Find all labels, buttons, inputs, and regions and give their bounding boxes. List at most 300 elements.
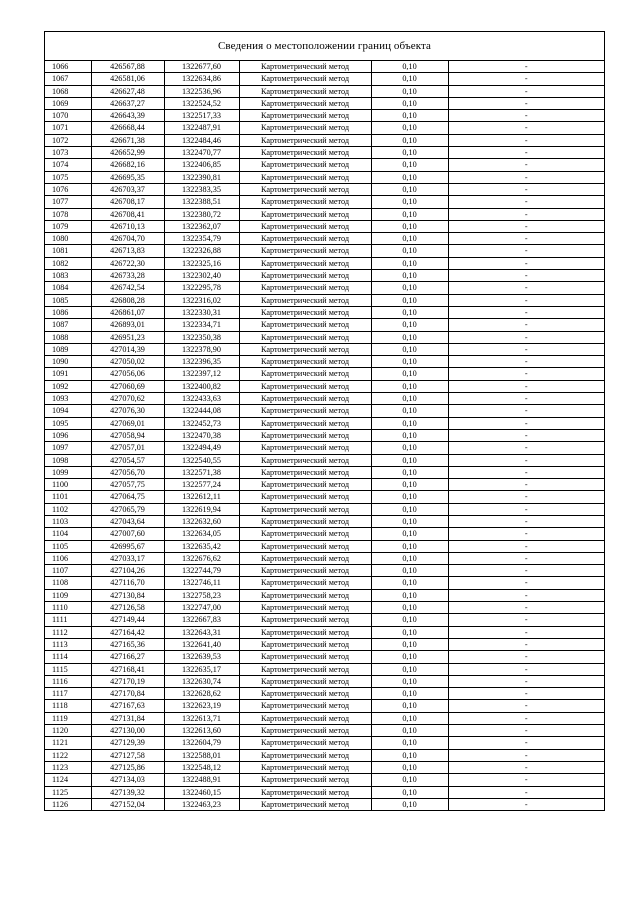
y-coordinate-cell: 1322667,83 bbox=[164, 614, 239, 626]
description-cell: - bbox=[448, 61, 604, 73]
x-coordinate-cell: 427167,63 bbox=[91, 700, 164, 712]
accuracy-cell: 0,10 bbox=[371, 565, 448, 577]
accuracy-cell: 0,10 bbox=[371, 393, 448, 405]
method-cell: Картометрический метод bbox=[239, 306, 371, 318]
description-cell: - bbox=[448, 97, 604, 109]
accuracy-cell: 0,10 bbox=[371, 614, 448, 626]
x-coordinate-cell: 426708,41 bbox=[91, 208, 164, 220]
description-cell: - bbox=[448, 282, 604, 294]
y-coordinate-cell: 1322758,23 bbox=[164, 589, 239, 601]
accuracy-cell: 0,10 bbox=[371, 688, 448, 700]
table-row bbox=[45, 540, 604, 552]
accuracy-cell: 0,10 bbox=[371, 442, 448, 454]
method-cell: Картометрический метод bbox=[239, 61, 371, 73]
method-cell: Картометрический метод bbox=[239, 602, 371, 614]
description-cell: - bbox=[448, 171, 604, 183]
accuracy-cell: 0,10 bbox=[371, 737, 448, 749]
point-number-cell: 1081 bbox=[45, 245, 91, 257]
x-coordinate-cell: 427076,30 bbox=[91, 405, 164, 417]
y-coordinate-cell: 1322613,71 bbox=[164, 712, 239, 724]
table-row bbox=[45, 761, 604, 773]
method-cell: Картометрический метод bbox=[239, 479, 371, 491]
y-coordinate-cell: 1322383,35 bbox=[164, 183, 239, 195]
point-number-cell: 1126 bbox=[45, 798, 91, 810]
y-coordinate-cell: 1322326,88 bbox=[164, 245, 239, 257]
accuracy-cell: 0,10 bbox=[371, 454, 448, 466]
description-cell: - bbox=[448, 294, 604, 306]
method-cell: Картометрический метод bbox=[239, 147, 371, 159]
point-number-cell: 1092 bbox=[45, 380, 91, 392]
accuracy-cell: 0,10 bbox=[371, 515, 448, 527]
y-coordinate-cell: 1322452,73 bbox=[164, 417, 239, 429]
table-row bbox=[45, 294, 604, 306]
point-number-cell: 1086 bbox=[45, 306, 91, 318]
table-row bbox=[45, 454, 604, 466]
point-number-cell: 1116 bbox=[45, 675, 91, 687]
y-coordinate-cell: 1322577,24 bbox=[164, 479, 239, 491]
point-number-cell: 1097 bbox=[45, 442, 91, 454]
description-cell: - bbox=[448, 208, 604, 220]
accuracy-cell: 0,10 bbox=[371, 61, 448, 73]
table-row bbox=[45, 786, 604, 798]
point-number-cell: 1107 bbox=[45, 565, 91, 577]
table-row bbox=[45, 712, 604, 724]
table-row bbox=[45, 577, 604, 589]
method-cell: Картометрический метод bbox=[239, 97, 371, 109]
point-number-cell: 1105 bbox=[45, 540, 91, 552]
table-row bbox=[45, 356, 604, 368]
y-coordinate-cell: 1322463,23 bbox=[164, 798, 239, 810]
point-number-cell: 1079 bbox=[45, 220, 91, 232]
description-cell: - bbox=[448, 786, 604, 798]
accuracy-cell: 0,10 bbox=[371, 282, 448, 294]
method-cell: Картометрический метод bbox=[239, 503, 371, 515]
description-cell: - bbox=[448, 306, 604, 318]
y-coordinate-cell: 1322330,31 bbox=[164, 306, 239, 318]
method-cell: Картометрический метод bbox=[239, 245, 371, 257]
accuracy-cell: 0,10 bbox=[371, 368, 448, 380]
method-cell: Картометрический метод bbox=[239, 466, 371, 478]
table-row bbox=[45, 196, 604, 208]
coordinates-table-body bbox=[45, 61, 604, 810]
table-row bbox=[45, 220, 604, 232]
point-number-cell: 1106 bbox=[45, 552, 91, 564]
description-cell: - bbox=[448, 85, 604, 97]
x-coordinate-cell: 427043,64 bbox=[91, 515, 164, 527]
y-coordinate-cell: 1322623,19 bbox=[164, 700, 239, 712]
table-row bbox=[45, 798, 604, 810]
description-cell: - bbox=[448, 159, 604, 171]
table-row bbox=[45, 380, 604, 392]
point-number-cell: 1114 bbox=[45, 651, 91, 663]
y-coordinate-cell: 1322406,85 bbox=[164, 159, 239, 171]
y-coordinate-cell: 1322536,96 bbox=[164, 85, 239, 97]
x-coordinate-cell: 427060,69 bbox=[91, 380, 164, 392]
description-cell: - bbox=[448, 589, 604, 601]
accuracy-cell: 0,10 bbox=[371, 134, 448, 146]
point-number-cell: 1102 bbox=[45, 503, 91, 515]
table-row bbox=[45, 159, 604, 171]
x-coordinate-cell: 426581,06 bbox=[91, 73, 164, 85]
x-coordinate-cell: 427149,44 bbox=[91, 614, 164, 626]
point-number-cell: 1070 bbox=[45, 110, 91, 122]
y-coordinate-cell: 1322635,42 bbox=[164, 540, 239, 552]
x-coordinate-cell: 426861,07 bbox=[91, 306, 164, 318]
y-coordinate-cell: 1322613,60 bbox=[164, 725, 239, 737]
accuracy-cell: 0,10 bbox=[371, 110, 448, 122]
accuracy-cell: 0,10 bbox=[371, 749, 448, 761]
accuracy-cell: 0,10 bbox=[371, 663, 448, 675]
boundary-table-sheet bbox=[44, 31, 605, 811]
accuracy-cell: 0,10 bbox=[371, 602, 448, 614]
point-number-cell: 1119 bbox=[45, 712, 91, 724]
description-cell: - bbox=[448, 577, 604, 589]
x-coordinate-cell: 427166,27 bbox=[91, 651, 164, 663]
x-coordinate-cell: 427129,39 bbox=[91, 737, 164, 749]
table-row bbox=[45, 417, 604, 429]
point-number-cell: 1118 bbox=[45, 700, 91, 712]
x-coordinate-cell: 426703,37 bbox=[91, 183, 164, 195]
description-cell: - bbox=[448, 183, 604, 195]
accuracy-cell: 0,10 bbox=[371, 503, 448, 515]
point-number-cell: 1113 bbox=[45, 638, 91, 650]
table-row bbox=[45, 245, 604, 257]
y-coordinate-cell: 1322634,86 bbox=[164, 73, 239, 85]
table-row bbox=[45, 515, 604, 527]
point-number-cell: 1122 bbox=[45, 749, 91, 761]
y-coordinate-cell: 1322641,40 bbox=[164, 638, 239, 650]
accuracy-cell: 0,10 bbox=[371, 725, 448, 737]
description-cell: - bbox=[448, 712, 604, 724]
method-cell: Картометрический метод bbox=[239, 540, 371, 552]
accuracy-cell: 0,10 bbox=[371, 528, 448, 540]
point-number-cell: 1104 bbox=[45, 528, 91, 540]
description-cell: - bbox=[448, 700, 604, 712]
method-cell: Картометрический метод bbox=[239, 626, 371, 638]
table-row bbox=[45, 479, 604, 491]
accuracy-cell: 0,10 bbox=[371, 171, 448, 183]
point-number-cell: 1099 bbox=[45, 466, 91, 478]
method-cell: Картометрический метод bbox=[239, 577, 371, 589]
point-number-cell: 1115 bbox=[45, 663, 91, 675]
method-cell: Картометрический метод bbox=[239, 638, 371, 650]
description-cell: - bbox=[448, 466, 604, 478]
accuracy-cell: 0,10 bbox=[371, 319, 448, 331]
table-row bbox=[45, 306, 604, 318]
point-number-cell: 1095 bbox=[45, 417, 91, 429]
point-number-cell: 1080 bbox=[45, 233, 91, 245]
point-number-cell: 1108 bbox=[45, 577, 91, 589]
y-coordinate-cell: 1322612,11 bbox=[164, 491, 239, 503]
method-cell: Картометрический метод bbox=[239, 208, 371, 220]
y-coordinate-cell: 1322746,11 bbox=[164, 577, 239, 589]
x-coordinate-cell: 426951,23 bbox=[91, 331, 164, 343]
description-cell: - bbox=[448, 626, 604, 638]
x-coordinate-cell: 427104,26 bbox=[91, 565, 164, 577]
y-coordinate-cell: 1322571,38 bbox=[164, 466, 239, 478]
point-number-cell: 1125 bbox=[45, 786, 91, 798]
method-cell: Картометрический метод bbox=[239, 614, 371, 626]
y-coordinate-cell: 1322487,91 bbox=[164, 122, 239, 134]
description-cell: - bbox=[448, 761, 604, 773]
x-coordinate-cell: 427065,79 bbox=[91, 503, 164, 515]
table-row bbox=[45, 442, 604, 454]
x-coordinate-cell: 426627,48 bbox=[91, 85, 164, 97]
point-number-cell: 1077 bbox=[45, 196, 91, 208]
y-coordinate-cell: 1322396,35 bbox=[164, 356, 239, 368]
method-cell: Картометрический метод bbox=[239, 159, 371, 171]
x-coordinate-cell: 427058,94 bbox=[91, 429, 164, 441]
description-cell: - bbox=[448, 515, 604, 527]
x-coordinate-cell: 426710,13 bbox=[91, 220, 164, 232]
table-row bbox=[45, 528, 604, 540]
y-coordinate-cell: 1322488,91 bbox=[164, 774, 239, 786]
description-cell: - bbox=[448, 552, 604, 564]
x-coordinate-cell: 427126,58 bbox=[91, 602, 164, 614]
point-number-cell: 1093 bbox=[45, 393, 91, 405]
x-coordinate-cell: 427050,02 bbox=[91, 356, 164, 368]
point-number-cell: 1090 bbox=[45, 356, 91, 368]
description-cell: - bbox=[448, 110, 604, 122]
method-cell: Картометрический метод bbox=[239, 491, 371, 503]
x-coordinate-cell: 426704,70 bbox=[91, 233, 164, 245]
accuracy-cell: 0,10 bbox=[371, 380, 448, 392]
table-row bbox=[45, 602, 604, 614]
x-coordinate-cell: 426708,17 bbox=[91, 196, 164, 208]
x-coordinate-cell: 426808,28 bbox=[91, 294, 164, 306]
point-number-cell: 1096 bbox=[45, 429, 91, 441]
x-coordinate-cell: 427125,86 bbox=[91, 761, 164, 773]
method-cell: Картометрический метод bbox=[239, 319, 371, 331]
method-cell: Картометрический метод bbox=[239, 282, 371, 294]
x-coordinate-cell: 426733,28 bbox=[91, 270, 164, 282]
method-cell: Картометрический метод bbox=[239, 749, 371, 761]
accuracy-cell: 0,10 bbox=[371, 257, 448, 269]
point-number-cell: 1089 bbox=[45, 343, 91, 355]
y-coordinate-cell: 1322433,63 bbox=[164, 393, 239, 405]
accuracy-cell: 0,10 bbox=[371, 651, 448, 663]
x-coordinate-cell: 427152,04 bbox=[91, 798, 164, 810]
table-row bbox=[45, 257, 604, 269]
method-cell: Картометрический метод bbox=[239, 331, 371, 343]
accuracy-cell: 0,10 bbox=[371, 429, 448, 441]
accuracy-cell: 0,10 bbox=[371, 306, 448, 318]
description-cell: - bbox=[448, 675, 604, 687]
description-cell: - bbox=[448, 651, 604, 663]
point-number-cell: 1087 bbox=[45, 319, 91, 331]
x-coordinate-cell: 427069,01 bbox=[91, 417, 164, 429]
point-number-cell: 1068 bbox=[45, 85, 91, 97]
y-coordinate-cell: 1322628,62 bbox=[164, 688, 239, 700]
accuracy-cell: 0,10 bbox=[371, 159, 448, 171]
point-number-cell: 1101 bbox=[45, 491, 91, 503]
point-number-cell: 1073 bbox=[45, 147, 91, 159]
method-cell: Картометрический метод bbox=[239, 565, 371, 577]
y-coordinate-cell: 1322350,38 bbox=[164, 331, 239, 343]
table-row bbox=[45, 466, 604, 478]
accuracy-cell: 0,10 bbox=[371, 589, 448, 601]
method-cell: Картометрический метод bbox=[239, 183, 371, 195]
table-row bbox=[45, 393, 604, 405]
accuracy-cell: 0,10 bbox=[371, 73, 448, 85]
point-number-cell: 1110 bbox=[45, 602, 91, 614]
point-number-cell: 1109 bbox=[45, 589, 91, 601]
y-coordinate-cell: 1322747,00 bbox=[164, 602, 239, 614]
table-row bbox=[45, 638, 604, 650]
table-row bbox=[45, 134, 604, 146]
description-cell: - bbox=[448, 368, 604, 380]
point-number-cell: 1100 bbox=[45, 479, 91, 491]
point-number-cell: 1111 bbox=[45, 614, 91, 626]
x-coordinate-cell: 427130,84 bbox=[91, 589, 164, 601]
table-row bbox=[45, 183, 604, 195]
table-row bbox=[45, 282, 604, 294]
point-number-cell: 1123 bbox=[45, 761, 91, 773]
method-cell: Картометрический метод bbox=[239, 454, 371, 466]
y-coordinate-cell: 1322588,01 bbox=[164, 749, 239, 761]
y-coordinate-cell: 1322632,60 bbox=[164, 515, 239, 527]
table-row bbox=[45, 429, 604, 441]
y-coordinate-cell: 1322744,79 bbox=[164, 565, 239, 577]
method-cell: Картометрический метод bbox=[239, 405, 371, 417]
method-cell: Картометрический метод bbox=[239, 663, 371, 675]
point-number-cell: 1066 bbox=[45, 61, 91, 73]
x-coordinate-cell: 427056,06 bbox=[91, 368, 164, 380]
table-row bbox=[45, 73, 604, 85]
method-cell: Картометрический метод bbox=[239, 515, 371, 527]
method-cell: Картометрический метод bbox=[239, 171, 371, 183]
x-coordinate-cell: 427165,36 bbox=[91, 638, 164, 650]
table-row bbox=[45, 110, 604, 122]
accuracy-cell: 0,10 bbox=[371, 700, 448, 712]
description-cell: - bbox=[448, 454, 604, 466]
table-row bbox=[45, 675, 604, 687]
y-coordinate-cell: 1322619,94 bbox=[164, 503, 239, 515]
table-row bbox=[45, 405, 604, 417]
accuracy-cell: 0,10 bbox=[371, 712, 448, 724]
point-number-cell: 1112 bbox=[45, 626, 91, 638]
table-row bbox=[45, 663, 604, 675]
y-coordinate-cell: 1322630,74 bbox=[164, 675, 239, 687]
method-cell: Картометрический метод bbox=[239, 270, 371, 282]
accuracy-cell: 0,10 bbox=[371, 331, 448, 343]
y-coordinate-cell: 1322397,12 bbox=[164, 368, 239, 380]
table-row bbox=[45, 270, 604, 282]
table-row bbox=[45, 331, 604, 343]
y-coordinate-cell: 1322380,72 bbox=[164, 208, 239, 220]
method-cell: Картометрический метод bbox=[239, 786, 371, 798]
description-cell: - bbox=[448, 442, 604, 454]
point-number-cell: 1075 bbox=[45, 171, 91, 183]
method-cell: Картометрический метод bbox=[239, 368, 371, 380]
point-number-cell: 1124 bbox=[45, 774, 91, 786]
y-coordinate-cell: 1322302,40 bbox=[164, 270, 239, 282]
accuracy-cell: 0,10 bbox=[371, 626, 448, 638]
description-cell: - bbox=[448, 331, 604, 343]
description-cell: - bbox=[448, 356, 604, 368]
method-cell: Картометрический метод bbox=[239, 393, 371, 405]
method-cell: Картометрический метод bbox=[239, 343, 371, 355]
y-coordinate-cell: 1322444,08 bbox=[164, 405, 239, 417]
x-coordinate-cell: 427131,84 bbox=[91, 712, 164, 724]
x-coordinate-cell: 426652,99 bbox=[91, 147, 164, 159]
table-row bbox=[45, 552, 604, 564]
table-row bbox=[45, 626, 604, 638]
y-coordinate-cell: 1322362,07 bbox=[164, 220, 239, 232]
x-coordinate-cell: 426682,16 bbox=[91, 159, 164, 171]
description-cell: - bbox=[448, 429, 604, 441]
method-cell: Картометрический метод bbox=[239, 380, 371, 392]
y-coordinate-cell: 1322635,17 bbox=[164, 663, 239, 675]
description-cell: - bbox=[448, 257, 604, 269]
y-coordinate-cell: 1322604,79 bbox=[164, 737, 239, 749]
y-coordinate-cell: 1322400,82 bbox=[164, 380, 239, 392]
point-number-cell: 1094 bbox=[45, 405, 91, 417]
description-cell: - bbox=[448, 73, 604, 85]
accuracy-cell: 0,10 bbox=[371, 233, 448, 245]
table-row bbox=[45, 651, 604, 663]
y-coordinate-cell: 1322540,55 bbox=[164, 454, 239, 466]
table-row bbox=[45, 97, 604, 109]
accuracy-cell: 0,10 bbox=[371, 491, 448, 503]
description-cell: - bbox=[448, 343, 604, 355]
coordinates-table bbox=[45, 61, 604, 810]
x-coordinate-cell: 427130,00 bbox=[91, 725, 164, 737]
method-cell: Картометрический метод bbox=[239, 429, 371, 441]
y-coordinate-cell: 1322295,78 bbox=[164, 282, 239, 294]
method-cell: Картометрический метод bbox=[239, 688, 371, 700]
description-cell: - bbox=[448, 270, 604, 282]
x-coordinate-cell: 427116,70 bbox=[91, 577, 164, 589]
point-number-cell: 1091 bbox=[45, 368, 91, 380]
y-coordinate-cell: 1322354,79 bbox=[164, 233, 239, 245]
y-coordinate-cell: 1322470,38 bbox=[164, 429, 239, 441]
description-cell: - bbox=[448, 503, 604, 515]
method-cell: Картометрический метод bbox=[239, 528, 371, 540]
point-number-cell: 1074 bbox=[45, 159, 91, 171]
x-coordinate-cell: 427057,75 bbox=[91, 479, 164, 491]
method-cell: Картометрический метод bbox=[239, 552, 371, 564]
x-coordinate-cell: 426742,54 bbox=[91, 282, 164, 294]
method-cell: Картометрический метод bbox=[239, 651, 371, 663]
accuracy-cell: 0,10 bbox=[371, 122, 448, 134]
description-cell: - bbox=[448, 688, 604, 700]
y-coordinate-cell: 1322470,77 bbox=[164, 147, 239, 159]
accuracy-cell: 0,10 bbox=[371, 220, 448, 232]
description-cell: - bbox=[448, 540, 604, 552]
point-number-cell: 1071 bbox=[45, 122, 91, 134]
table-row bbox=[45, 368, 604, 380]
x-coordinate-cell: 427064,75 bbox=[91, 491, 164, 503]
y-coordinate-cell: 1322634,05 bbox=[164, 528, 239, 540]
point-number-cell: 1117 bbox=[45, 688, 91, 700]
table-row bbox=[45, 700, 604, 712]
description-cell: - bbox=[448, 220, 604, 232]
method-cell: Картометрический метод bbox=[239, 589, 371, 601]
table-row bbox=[45, 122, 604, 134]
table-row bbox=[45, 61, 604, 73]
method-cell: Картометрический метод bbox=[239, 774, 371, 786]
description-cell: - bbox=[448, 602, 604, 614]
table-row bbox=[45, 774, 604, 786]
y-coordinate-cell: 1322643,31 bbox=[164, 626, 239, 638]
method-cell: Картометрический метод bbox=[239, 134, 371, 146]
method-cell: Картометрический метод bbox=[239, 196, 371, 208]
accuracy-cell: 0,10 bbox=[371, 638, 448, 650]
point-number-cell: 1098 bbox=[45, 454, 91, 466]
accuracy-cell: 0,10 bbox=[371, 786, 448, 798]
method-cell: Картометрический метод bbox=[239, 356, 371, 368]
